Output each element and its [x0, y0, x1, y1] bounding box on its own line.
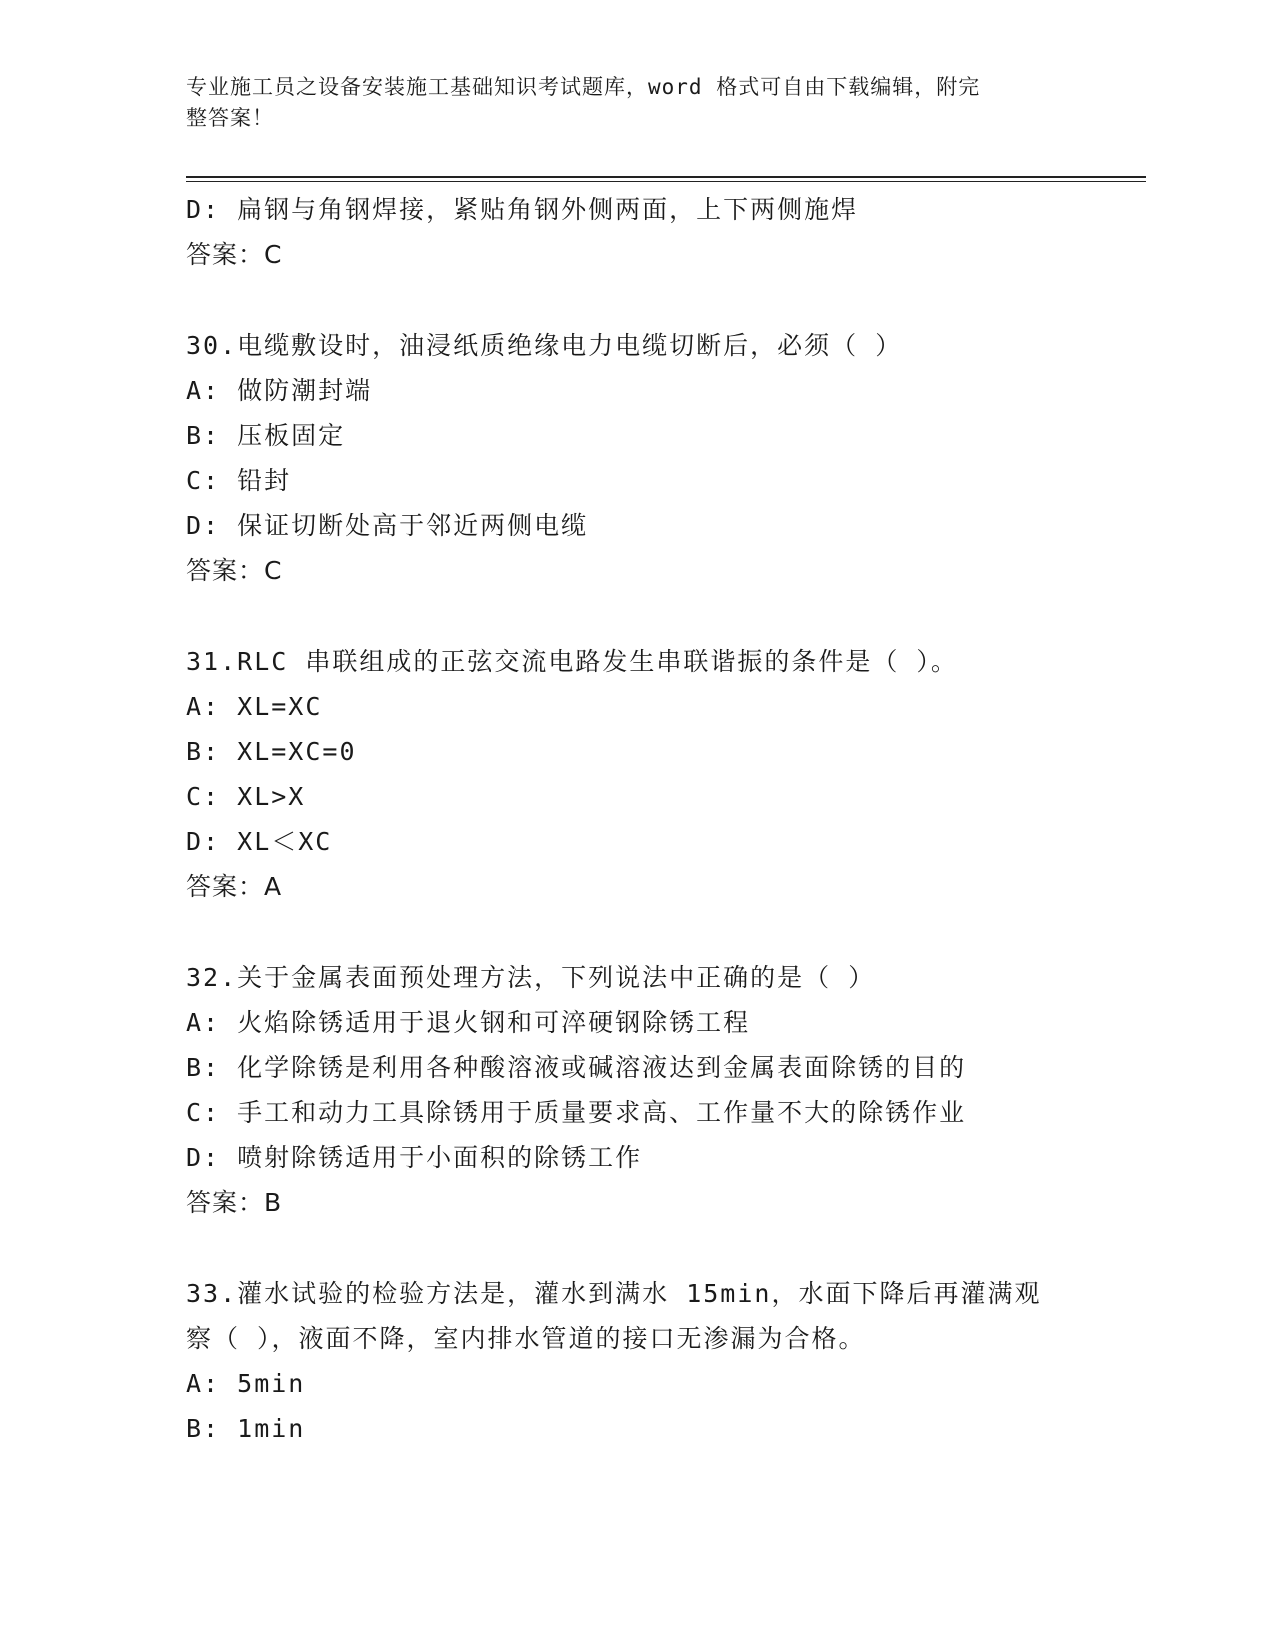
option-d: D: 保证切断处高于邻近两侧电缆 [186, 511, 589, 540]
option-c: C: 铅封 [186, 466, 292, 495]
header-divider-thick [186, 176, 1146, 178]
question-stem: 31.RLC 串联组成的正弦交流电路发生串联谐振的条件是（ ）。 [186, 647, 958, 676]
option-d: D: 扁钢与角钢焊接，紧贴角钢外侧两面，上下两侧施焊 [186, 195, 859, 224]
question-stem-line-2: 察（ ），液面不降，室内排水管道的接口无渗漏为合格。 [186, 1324, 866, 1353]
option-a: A: 做防潮封端 [186, 376, 373, 405]
option-d: D: 喷射除锈适用于小面积的除锈工作 [186, 1143, 643, 1172]
option-b: B: 1min [186, 1414, 306, 1443]
option-b: B: 压板固定 [186, 421, 346, 450]
question-30 [186, 323, 1086, 593]
spacer [186, 593, 1086, 639]
document-header [186, 72, 1066, 134]
question-32 [186, 955, 1086, 1225]
option-d: D: XL＜XC [186, 827, 333, 856]
question-stem-line-1: 33.灌水试验的检验方法是，灌水到满水 15min，水面下降后再灌满观 [186, 1279, 1042, 1308]
header-title-line-1: 专业施工员之设备安装施工基础知识考试题库，word 格式可自由下载编辑，附完 [186, 75, 981, 99]
option-a: A: 火焰除锈适用于退火钢和可淬硬钢除锈工程 [186, 1008, 751, 1037]
answer: 答案：B [186, 1188, 283, 1217]
question-stem: 30.电缆敷设时，油浸纸质绝缘电力电缆切断后，必须（ ） [186, 331, 903, 360]
option-b: B: 化学除锈是利用各种酸溶液或碱溶液达到金属表面除锈的目的 [186, 1053, 967, 1082]
answer: 答案：C [186, 240, 283, 269]
option-a: A: XL=XC [186, 692, 323, 721]
header-divider-thin [186, 181, 1146, 182]
option-b: B: XL=XC=0 [186, 737, 357, 766]
option-c: C: XL>X [186, 782, 306, 811]
answer: 答案：A [186, 872, 283, 901]
option-c: C: 手工和动力工具除锈用于质量要求高、工作量不大的除锈作业 [186, 1098, 967, 1127]
question-stem: 32.关于金属表面预处理方法，下列说法中正确的是（ ） [186, 963, 876, 992]
question-list [186, 187, 1086, 1451]
spacer [186, 1225, 1086, 1271]
question-31 [186, 639, 1086, 909]
question-29-tail [186, 187, 1086, 277]
spacer [186, 909, 1086, 955]
option-a: A: 5min [186, 1369, 306, 1398]
spacer [186, 277, 1086, 323]
answer: 答案：C [186, 556, 283, 585]
header-title-line-2: 整答案！ [186, 106, 274, 130]
question-33 [186, 1271, 1086, 1451]
